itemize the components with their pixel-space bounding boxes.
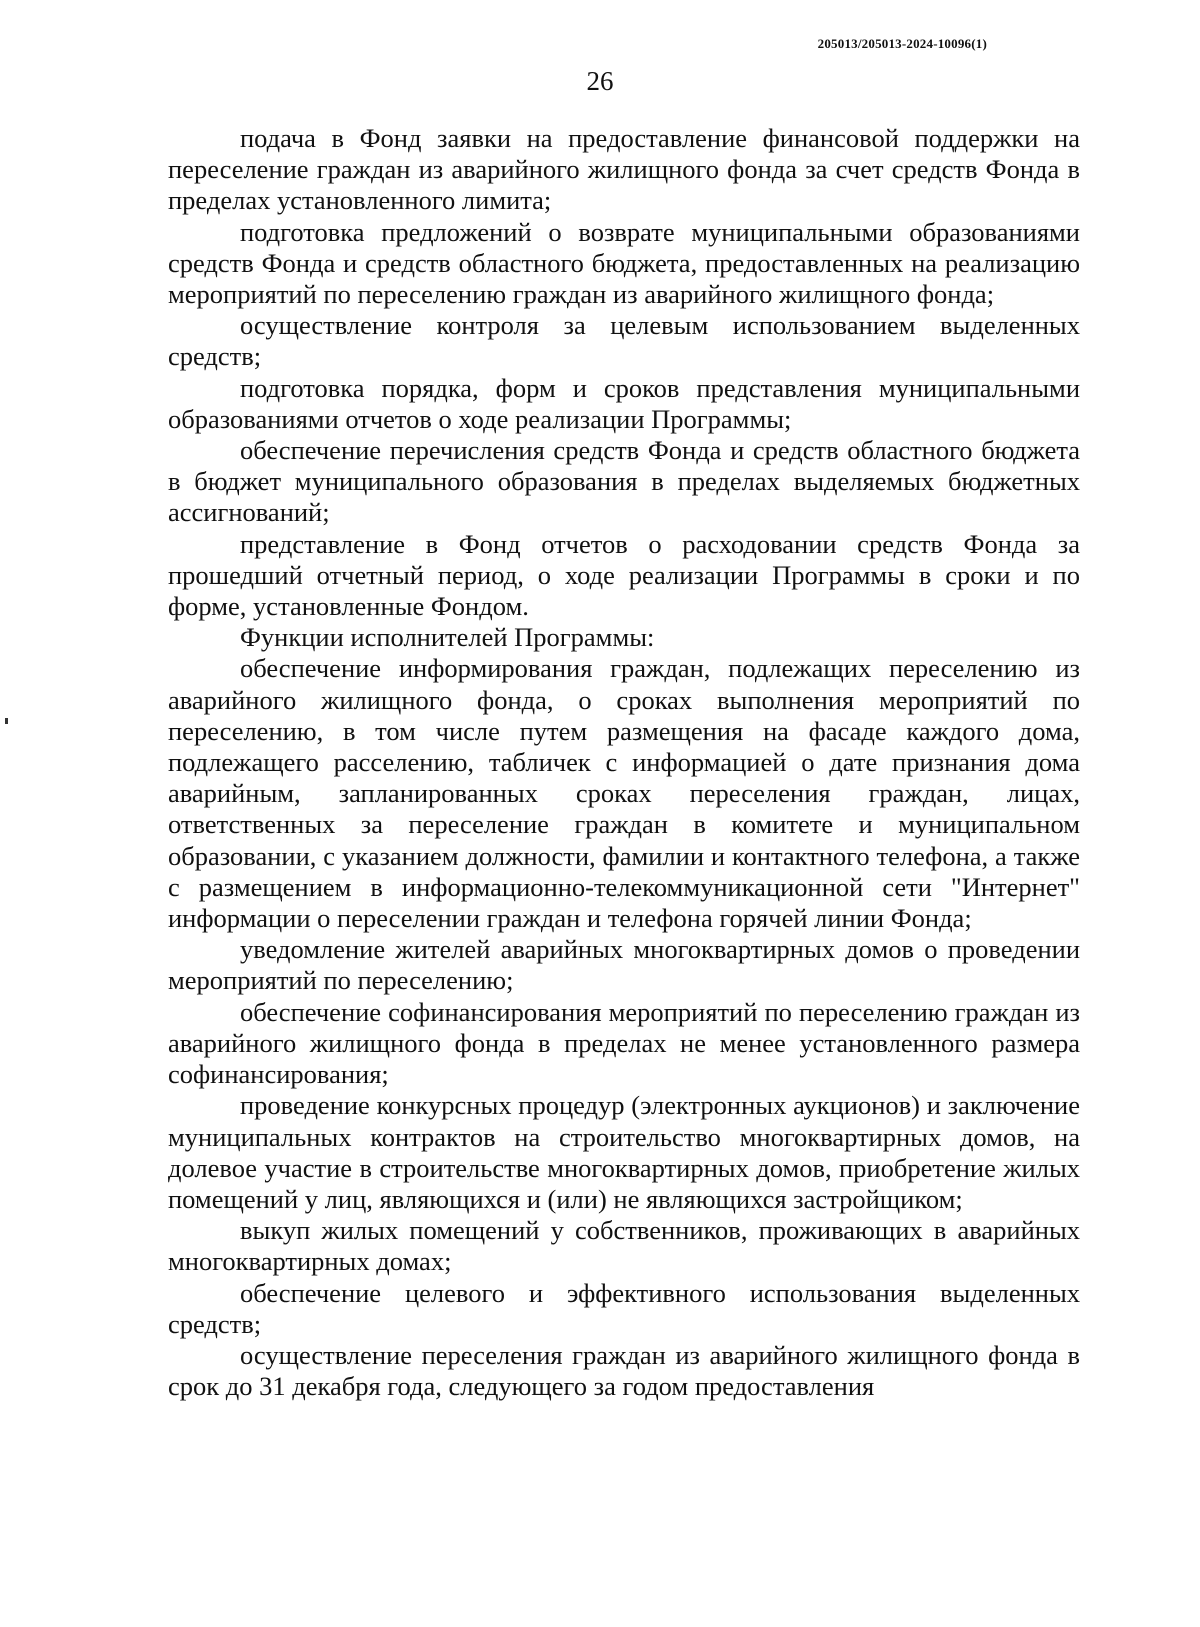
document-number: 205013/205013-2024-10096(1)	[817, 36, 987, 51]
paragraph: проведение конкурсных процедур (электронных аукционов) и заключение муниципальных контрактов на строительство многоквартирных домов, на долевое участие в строительстве многоквартирных домов, приобретение жилых помещений у лиц, являющихся и (или) не являющихся застройщиком;	[168, 1090, 1080, 1214]
paragraph: осуществление контроля за целевым использованием выделенных средств;	[168, 310, 1080, 372]
paragraph: обеспечение информирования граждан, подлежащих переселению из аварийного жилищного фонда, о сроках выполнения мероприятий по переселению, в том числе путем размещения на фасаде каждого дома, подлежащего расселению, табличек с информацией о дате признания дома аварийным, запланированных сроках переселения граждан, лицах, ответственных за переселение граждан в комитете и муниципальном образовании, с указанием должности, фамилии и контактного телефона, а также с размещением в информационно-телекоммуникационной сети "Интернет" информации о переселении граждан и телефона горячей линии Фонда;	[168, 653, 1080, 934]
paragraph: выкуп жилых помещений у собственников, проживающих в аварийных многоквартирных домах;	[168, 1215, 1080, 1277]
paragraph: уведомление жителей аварийных многоквартирных домов о проведении мероприятий по переселению;	[168, 934, 1080, 996]
page-number: 26	[586, 66, 614, 96]
paragraph: подача в Фонд заявки на предоставление финансовой поддержки на переселение граждан из аварийного жилищного фонда за счет средств Фонда в пределах установленного лимита;	[168, 123, 1080, 216]
paragraph: подготовка предложений о возврате муниципальными образованиями средств Фонда и средств областного бюджета, предоставленных на реализацию мероприятий по переселению граждан из аварийного жилищного фонда;	[168, 216, 1080, 310]
paragraph: осуществление переселения граждан из аварийного жилищного фонда в срок до 31 декабря года, следующего за годом предоставления	[168, 1339, 1080, 1402]
paragraph: подготовка порядка, форм и сроков представления муниципальными образованиями отчетов о ходе реализации Программы;	[168, 372, 1080, 434]
paragraph: обеспечение целевого и эффективного использования выделенных средств;	[168, 1277, 1080, 1339]
paragraph: Функции исполнителей Программы:	[240, 622, 655, 653]
paragraph: обеспечение перечисления средств Фонда и средств областного бюджета в бюджет муниципального образования в пределах выделяемых бюджетных ассигнований;	[168, 435, 1080, 528]
document-body	[168, 123, 1080, 1402]
paragraph: обеспечение софинансирования мероприятий по переселению граждан из аварийного жилищного фонда в пределах не менее установленного размера софинансирования;	[168, 996, 1080, 1090]
paragraph: представление в Фонд отчетов о расходовании средств Фонда за прошедший отчетный период, о ходе реализации Программы в сроки и по форме, установленные Фондом.	[168, 528, 1080, 622]
scan-mark	[5, 718, 8, 724]
